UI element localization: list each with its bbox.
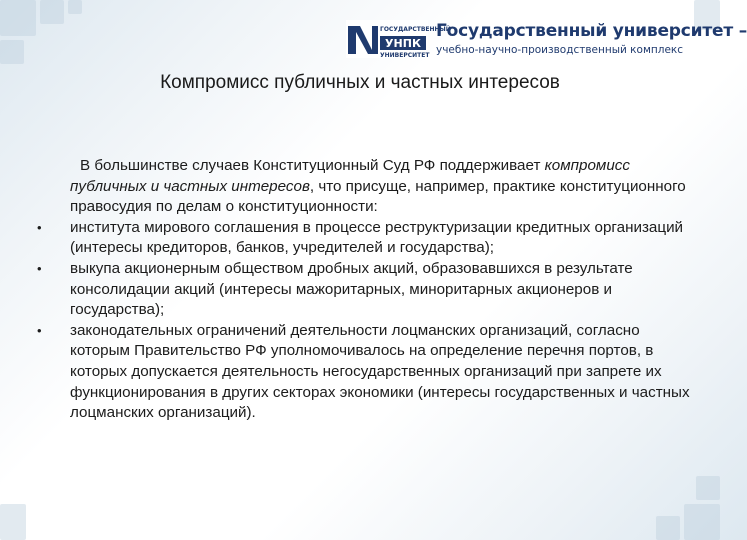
bullet-list <box>37 218 690 424</box>
list-item <box>37 259 690 321</box>
intro-text-start: В большинстве случаев Конституционный Суд РФ поддерживает <box>80 157 545 174</box>
bullet-icon: • <box>37 219 42 235</box>
intro-text-end: , что присуще, например, практике конституционного правосудия по делам о конституционности: <box>70 177 686 216</box>
intro-italic-phrase: компромисс публичных и частных интересов <box>70 157 630 195</box>
intro-paragraph <box>70 156 690 218</box>
logo-mark-text-top: ГОСУДАРСТВЕННЫЙ <box>380 26 451 33</box>
bullet-icon: • <box>37 322 42 338</box>
list-item <box>37 321 690 424</box>
list-item-text: выкупа акционерным обществом дробных акций, образовавшихся в результате консолидации акций (интересы мажоритарных, миноритарных акционеров и государства); <box>70 259 633 319</box>
logo-subtitle: учебно-научно-производственный комплекс <box>436 44 684 56</box>
logo-title: Государственный университет – <box>436 21 747 41</box>
list-item-text: законодательных ограничений деятельности лоцманских организаций, согласно которым Правительство РФ уполномочивалось на определение перечня портов, в которых допускается деятельность негосударственных организаций при запрете их функционирования в других секторах экономики (интересы государственных и частных лоцманских организаций). <box>70 321 690 422</box>
slide-body <box>37 156 690 424</box>
logo-mark-text-bottom: УНИВЕРСИТЕТ <box>380 52 430 59</box>
university-emblem <box>346 20 451 59</box>
list-item <box>37 218 690 259</box>
list-item-text: института мирового соглашения в процессе реструктуризации кредитных организаций (интересы кредиторов, банков, учредителей и государства); <box>70 218 684 257</box>
university-logo <box>346 20 747 59</box>
slide-title: Компромисс публичных и частных интересов <box>160 72 560 93</box>
logo-mark-text-mid: УНПК <box>385 37 421 50</box>
bullet-icon: • <box>37 260 42 276</box>
